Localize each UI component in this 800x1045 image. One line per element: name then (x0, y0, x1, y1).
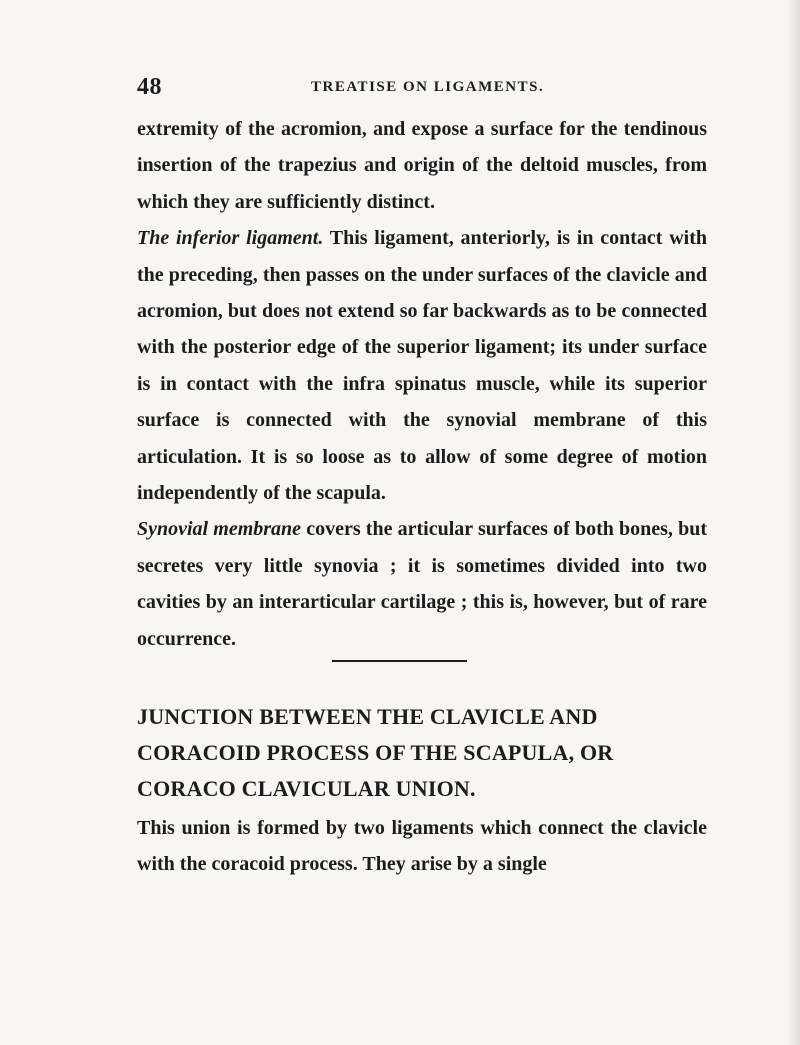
page-number: 48 (137, 74, 162, 100)
body-text (137, 111, 707, 657)
section-divider (332, 660, 467, 662)
synovial-membrane-lead: Synovial membrane (137, 518, 302, 541)
running-head: TREATISE ON LIGAMENTS. (311, 79, 545, 95)
inferior-ligament-lead: The inferior ligament. (137, 227, 324, 250)
section-heading: JUNCTION BETWEEN THE CLAVICLE AND CORACOID PROCESS OF THE SCAPULA, OR CORACO CLAVICULAR UNION. (137, 704, 614, 801)
paragraph-synovial-membrane (137, 511, 707, 657)
paragraph-inferior-ligament (137, 220, 707, 511)
section-body (137, 810, 707, 883)
inferior-ligament-text: This ligament, anteriorly, is in contact with the preceding, then passes on the under surfaces of the clavicle and acromion, but does not extend so far backwards as to be connected with the posterior edge of the superior ligament; its under surface is in contact with the infra spinatus muscle, while its superior surface is connected with the synovial membrane of this articulation. It is so loose as to allow of some degree of motion independently of the scapula. (137, 227, 707, 505)
page-header (0, 74, 800, 104)
page-edge-shadow (786, 0, 800, 1045)
paragraph-coraco-clavicular: This union is formed by two ligaments which connect the clavicle with the coracoid process. They arise by a single (137, 817, 707, 876)
paragraph-acromion: extremity of the acromion, and expose a surface for the tendinous insertion of the trapezius and origin of the deltoid muscles, from which they are sufficiently distinct. (137, 118, 707, 213)
synovial-membrane-text: covers the articular surfaces of both bones, but secretes very little synovia ; it is sometimes divided into two cavities by an interarticular cartilage ; this is, however, but of rare occurrence. (137, 518, 707, 650)
